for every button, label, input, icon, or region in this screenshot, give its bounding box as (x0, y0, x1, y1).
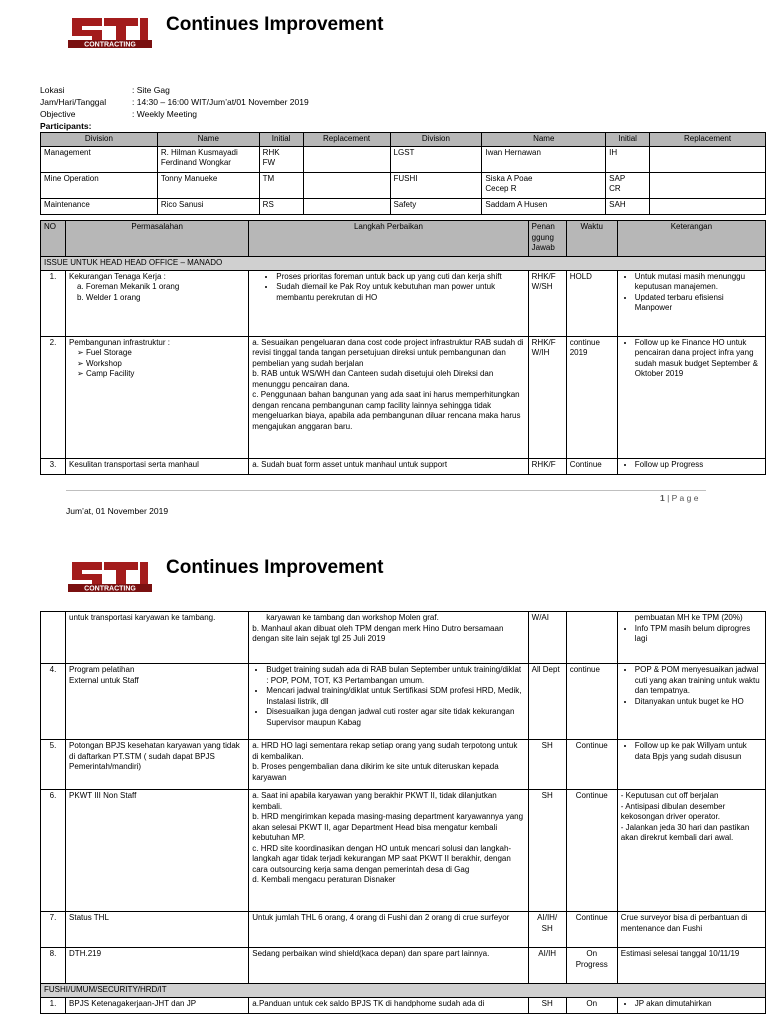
section-row (41, 257, 766, 271)
meeting-info (40, 84, 309, 132)
table-row (41, 198, 766, 214)
ket-item: • JP akan dimutahirkan (635, 999, 762, 1010)
cell: TM (259, 172, 303, 198)
waktu-cell: Continue (566, 458, 617, 474)
step-item: a. Sesuaikan pengeluaran dana cost code project infrastruktur RAB sudah di revisi tinggal tanda tangan persetujuan direksi untuk pembangunan dan pembelian yang sudah berjalan (252, 337, 524, 368)
col-header: Penan ggung Jawab (528, 221, 566, 257)
waktu-cell: continue (566, 664, 617, 740)
ket-item: • Follow up Progress (635, 460, 762, 471)
waktu-cell: Continue (566, 790, 617, 912)
pj-cell: SH (528, 740, 566, 790)
table-row (41, 458, 766, 474)
steps-cell (249, 270, 528, 336)
waktu-cell: Continue (566, 912, 617, 948)
steps-cell (249, 664, 528, 740)
pj-cell: SH (528, 997, 566, 1013)
step-item: • Proses prioritas foreman untuk back up yang cuti dan kerja shift (276, 272, 524, 283)
step-item: b. HRD mengirimkan kepada masing-masing department karyawannya yang akan selesai PKWT II, agar Department Head bisa mengatur kembali kebutuhan MP. (252, 812, 524, 842)
waktu-cell: On Progress (566, 948, 617, 984)
ket-item: • Ditanyakan untuk buget ke HO (635, 697, 762, 708)
cell: LGST (390, 146, 482, 172)
step-item: a. Saat ini apabila karyawan yang berakhir PKWT II, tidak dilanjutkan kembali. (252, 791, 497, 811)
col-header: Initial (606, 133, 650, 147)
cell: Safety (390, 198, 482, 214)
table-row (41, 664, 766, 740)
ket-item: • Updated terbaru efisiensi Manpower (635, 293, 762, 314)
issue-cell: Kesulitan transportasi serta manhaul (66, 458, 249, 474)
row-number: 3. (41, 458, 66, 474)
table-row (41, 172, 766, 198)
cell: Maintenance (41, 198, 158, 214)
cell (650, 198, 766, 214)
ket-item: - Jalankan jeda 30 hari dan pastikan akan direkrut kembali dari awal. (620, 822, 750, 842)
pj-cell: RHK/F W/SH (528, 270, 566, 336)
cell: FUSHI (390, 172, 482, 198)
issue-title: Pembangunan infrastruktur : (69, 337, 170, 347)
row-number: 5. (41, 740, 66, 790)
steps-cell (249, 790, 528, 912)
issue-cell: DTH.219 (66, 948, 249, 984)
col-header: Replacement (303, 133, 390, 147)
cell: Management (41, 146, 158, 172)
cell (303, 198, 390, 214)
section-row (41, 984, 766, 998)
cell: IH (606, 146, 650, 172)
col-header: Initial (259, 133, 303, 147)
issues-header-row (41, 221, 766, 257)
ket-item: • POP & POM menyesuaikan jadwal cuti yang akan training untuk waktu dan tempatnya. (635, 665, 762, 697)
table-row (41, 612, 766, 664)
ket-cell (617, 740, 765, 790)
cell: RS (259, 198, 303, 214)
ket-cell: Estimasi selesai tanggal 10/11/19 (617, 948, 765, 984)
issues-table-continued (40, 611, 766, 1014)
ket-item: - Keputusan cut off berjalan (620, 791, 719, 800)
pj-cell: All Dept (528, 664, 566, 740)
footer-divider (66, 490, 706, 491)
step-item: b. Manhaul akan dibuat oleh TPM dengan merk Hino Dutro bersamaan dengan site lain sejak tgl 25 Juli 2019 (252, 623, 504, 643)
company-logo (68, 554, 152, 602)
issue-item: ➢ Fuel Storage (77, 348, 132, 357)
step-item: d. Kembali mengacu peraturan Disnaker (252, 875, 396, 884)
cell: Rico Sanusi (157, 198, 259, 214)
arrow-bullet-icon: ➢ (77, 369, 86, 378)
pj-cell: SH (528, 790, 566, 912)
step-item: c. HRD site koordinasikan dengan HO untuk mencari solusi dan langkah-langkah agar tidak terjadi kekurangan MP saat PKWT II berakhir, dengan cara outsourcing kerja sama dengan pemerintah desa di Gag (252, 843, 512, 874)
svg-text:CONTRACTING: CONTRACTING (84, 585, 136, 593)
meta-value: : Site Gag (132, 85, 170, 95)
ket-cell (617, 458, 765, 474)
cell: RHK FW (259, 146, 303, 172)
issue-cell: PKWT III Non Staff (66, 790, 249, 912)
meta-key: Participants: (40, 121, 92, 131)
row-number: 8. (41, 948, 66, 984)
table-row (41, 790, 766, 912)
section-title: ISSUE UNTUK HEAD HEAD OFFICE – MANADO (41, 257, 766, 271)
meta-value: : Weekly Meeting (132, 109, 198, 119)
issue-title: Kekurangan Tenaga Kerja : (69, 271, 166, 281)
ket-item: - Antisipasi dibulan desember kekosongan driver operator. (620, 801, 726, 821)
row-number: 7. (41, 912, 66, 948)
issue-cell: Potongan BPJS kesehatan karyawan yang tidak di daftarkan PT.STM ( sudah dapat BPJS Pemerintah/mandiri) (66, 740, 249, 790)
participants-table (40, 132, 766, 215)
ket-item: • Follow up ke Finance HO untuk pencairan dana project infra yang sudah masuk budget September & Oktober 2019 (635, 338, 762, 380)
document-title: Continues Improvement (166, 14, 384, 35)
footer-date: Jum’at, 01 November 2019 (66, 506, 169, 516)
step-item: c. Penggunaan bahan bangunan yang ada saat ini harus memperhitungkan dengan rencana pembangunan camp facility lainnya sehingga tidak mengeluarkan biaya, apabila ada pembangunan diluar rencana maka harus mengajukan anggaran baru. (252, 390, 521, 431)
col-header: NO (41, 221, 66, 257)
waktu-cell: On (566, 997, 617, 1013)
row-number: 4. (41, 664, 66, 740)
table-row (41, 740, 766, 790)
company-logo (68, 10, 152, 58)
ket-cell: Crue surveyor bisa di perbantuan di mentenance dan Fushi (617, 912, 765, 948)
ket-cell (617, 612, 765, 664)
steps-cell (249, 612, 528, 664)
table-row (41, 912, 766, 948)
issue-cell: Program pelatihan External untuk Staff (66, 664, 249, 740)
issue-cell: BPJS Ketenagakerjaan-JHT dan JP (66, 997, 249, 1013)
issue-cell: untuk transportasi karyawan ke tambang. (66, 612, 249, 664)
cell: R. Hilman Kusmayadi Ferdinand Wongkar (157, 146, 259, 172)
table-row (41, 336, 766, 458)
pj-cell: AI/IH/ SH (528, 912, 566, 948)
issue-item: ➢ Camp Facility (77, 369, 135, 378)
steps-cell: a.Panduan untuk cek saldo BPJS TK di handphome sudah ada di (249, 997, 528, 1013)
waktu-cell: continue 2019 (566, 336, 617, 458)
cell (650, 146, 766, 172)
steps-cell: Untuk jumlah THL 6 orang, 4 orang di Fushi dan 2 orang di crue surfeyor (249, 912, 528, 948)
cell: Saddam A Husen (482, 198, 606, 214)
cell (303, 172, 390, 198)
step-item: • Budget training sudah ada di RAB bulan September untuk training/diklat : POP, POM, TOT, K3 Pertambangan umum. (266, 665, 524, 686)
meta-key: Jam/Hari/Tanggal (40, 97, 107, 107)
meta-key: Lokasi (40, 85, 65, 95)
pj-cell: AI/IH (528, 948, 566, 984)
steps-cell: Sedang perbaikan wind shield(kaca depan) dan spare part lainnya. (249, 948, 528, 984)
steps-cell (249, 336, 528, 458)
col-header: Division (390, 133, 482, 147)
ket-cell (617, 270, 765, 336)
cell (303, 146, 390, 172)
col-header: Keterangan (617, 221, 765, 257)
step-item: b. Proses pengembalian dana dikirim ke site untuk diteruskan kepada karyawan (252, 762, 499, 782)
issue-item: ➢ Workshop (77, 358, 122, 368)
section-title: FUSHI/UMUM/SECURITY/HRD/IT (41, 984, 766, 998)
meta-key: Objective (40, 109, 76, 119)
issue-item: a. Foreman Mekanik 1 orang (77, 282, 180, 291)
document-title: Continues Improvement (166, 557, 384, 578)
cell: Tonny Manueke (157, 172, 259, 198)
ket-item: pembuatan MH ke TPM (20%) (634, 613, 743, 622)
col-header: Replacement (650, 133, 766, 147)
ket-cell (617, 664, 765, 740)
page-number: 1 | P a g e (660, 493, 699, 503)
cell: Iwan Hernawan (482, 146, 606, 172)
issue-cell: Status THL (66, 912, 249, 948)
steps-cell (249, 740, 528, 790)
table-row (41, 997, 766, 1013)
step-item: • Disesuaikan juga dengan jadwal cuti roster agar site tidak kekurangan Supervisor maupun Kabag (266, 707, 524, 728)
row-number: 2. (41, 336, 66, 458)
row-number: 1. (41, 270, 66, 336)
steps-cell: a. Sudah buat form asset untuk manhaul untuk support (249, 458, 528, 474)
waktu-cell: HOLD (566, 270, 617, 336)
cell: SAP CR (606, 172, 650, 198)
col-header: Permasalahan (66, 221, 249, 257)
table-row (41, 146, 766, 172)
pj-cell: RHK/F W/IH (528, 336, 566, 458)
col-header: Waktu (566, 221, 617, 257)
col-header: Name (157, 133, 259, 147)
arrow-bullet-icon: ➢ (77, 348, 86, 357)
cell: Siska A Poae Cecep R (482, 172, 606, 198)
table-row (41, 948, 766, 984)
col-header: Langkah Perbaikan (249, 221, 528, 257)
row-number: 1. (41, 997, 66, 1013)
step-item: karyawan ke tambang dan workshop Molen graf. (266, 613, 439, 622)
issue-cell (66, 336, 249, 458)
step-item: a. HRD HO lagi sementara rekap setiap orang yang sudah terpotong untuk di kembalikan. (252, 741, 518, 761)
issue-cell (66, 270, 249, 336)
pj-cell: W/AI (528, 612, 566, 664)
ket-cell (617, 790, 765, 912)
ket-item: • Follow up ke pak Willyam untuk data Bpjs yang sudah disusun (635, 741, 762, 762)
col-header: Division (41, 133, 158, 147)
ket-cell (617, 997, 765, 1013)
waktu-cell: Continue (566, 740, 617, 790)
ket-item: • Info TPM masih belum diprogres lagi (635, 624, 762, 645)
cell: SAH (606, 198, 650, 214)
step-item: b. RAB untuk WS/WH dan Canteen sudah disetujui oleh Direksi dan menunggu pencairan dana. (252, 369, 494, 389)
table-row (41, 270, 766, 336)
participants-header-row (41, 133, 766, 147)
ket-item: • Untuk mutasi masih menunggu keputusan manajemen. (635, 272, 762, 293)
ket-cell (617, 336, 765, 458)
cell: Mine Operation (41, 172, 158, 198)
col-header: Name (482, 133, 606, 147)
svg-text:CONTRACTING: CONTRACTING (84, 41, 136, 49)
cell (650, 172, 766, 198)
row-number: 6. (41, 790, 66, 912)
arrow-bullet-icon: ➢ (77, 358, 86, 368)
pj-cell: RHK/F (528, 458, 566, 474)
issue-item: b. Welder 1 orang (77, 292, 141, 302)
step-item: • Mencari jadwal training/diklat untuk Sertifikasi SDM profesi HRD, Medik, Instalasi listrik, dll (266, 686, 524, 707)
step-item: • Sudah diemail ke Pak Roy untuk kebutuhan man power untuk membantu perekrutan di HO (276, 282, 524, 303)
issues-table (40, 220, 766, 475)
meta-value: : 14:30 – 16:00 WIT/Jum’at/01 November 2019 (132, 97, 309, 107)
